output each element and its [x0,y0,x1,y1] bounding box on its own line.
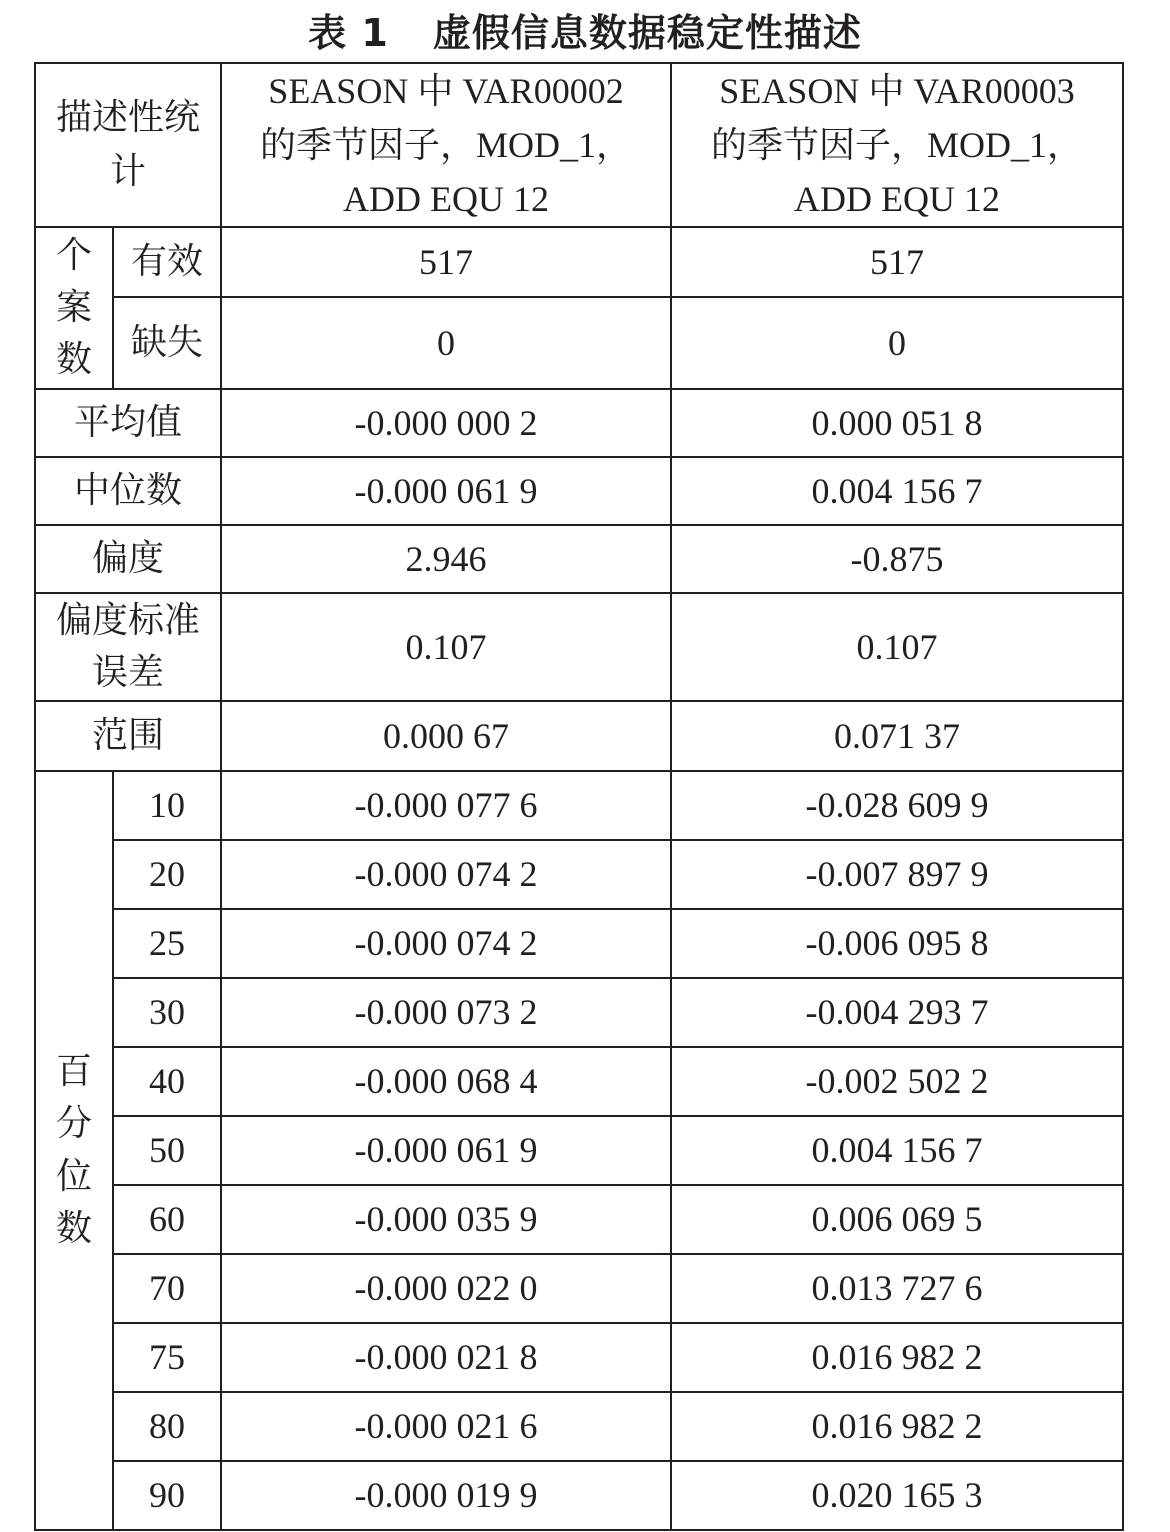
cell-value: 0.006 069 5 [671,1185,1123,1254]
row-label: 有效 [113,227,221,297]
cell-value: 0.107 [221,593,671,701]
table-row [35,525,1123,593]
cell-value: 0.004 156 7 [671,1116,1123,1185]
table-row [35,1116,1123,1185]
table-row [35,1047,1123,1116]
header-row [35,63,1123,227]
percentile-label: 60 [113,1185,221,1254]
table-row [35,1392,1123,1461]
cell-value: 0.000 051 8 [671,389,1123,457]
cell-value: -0.000 073 2 [221,978,671,1047]
cell-value: -0.000 061 9 [221,1116,671,1185]
table-row [35,457,1123,525]
cell-value: 0.016 982 2 [671,1323,1123,1392]
cell-value: 0.020 165 3 [671,1461,1123,1530]
cell-value: -0.000 021 6 [221,1392,671,1461]
cell-value: -0.028 609 9 [671,771,1123,840]
table-title: 虚假信息数据稳定性描述 [432,10,862,55]
row-label: 中位数 [35,457,221,525]
row-label: 偏度 [35,525,221,593]
row-label: 缺失 [113,297,221,389]
cell-value: -0.000 068 4 [221,1047,671,1116]
cell-value: 517 [221,227,671,297]
cell-value: -0.000 022 0 [221,1254,671,1323]
percentile-label: 80 [113,1392,221,1461]
stability-table [34,62,1124,1531]
percentile-label: 40 [113,1047,221,1116]
cases-group-label: 个 案 数 [35,227,113,389]
table-row [35,389,1123,457]
percentile-group-label: 百 分 位 数 [35,771,113,1530]
percentile-label: 20 [113,840,221,909]
table-row [35,297,1123,389]
cell-value: 0.107 [671,593,1123,701]
percentile-label: 25 [113,909,221,978]
table-row [35,227,1123,297]
table-row [35,593,1123,701]
percentile-label: 75 [113,1323,221,1392]
table-row [35,1254,1123,1323]
table-row [35,840,1123,909]
cell-value: -0.000 035 9 [221,1185,671,1254]
row-label: 平均值 [35,389,221,457]
percentile-label: 90 [113,1461,221,1530]
table-row [35,701,1123,771]
percentile-label: 50 [113,1116,221,1185]
header-col-var00003: SEASON 中 VAR00003 的季节因子，MOD_1， ADD EQU 12 [671,63,1123,227]
table-row [35,909,1123,978]
cell-value: -0.000 077 6 [221,771,671,840]
cell-value: 0.000 67 [221,701,671,771]
cell-value: -0.004 293 7 [671,978,1123,1047]
cell-value: 0.016 982 2 [671,1392,1123,1461]
table-row [35,771,1123,840]
header-col-var00002: SEASON 中 VAR00002 的季节因子，MOD_1， ADD EQU 12 [221,63,671,227]
cell-value: -0.000 074 2 [221,840,671,909]
row-label: 偏度标准误差 [35,593,221,701]
cell-value: -0.000 074 2 [221,909,671,978]
header-corner: 描述性统计 [35,63,221,227]
cell-value: 0 [221,297,671,389]
cell-value: -0.000 000 2 [221,389,671,457]
row-label: 范围 [35,701,221,771]
cell-value: -0.000 061 9 [221,457,671,525]
cell-value: 0.004 156 7 [671,457,1123,525]
percentile-label: 70 [113,1254,221,1323]
cell-value: 0.071 37 [671,701,1123,771]
table-number: 表 1 [308,10,389,55]
table-caption [0,0,1170,58]
cell-value: 517 [671,227,1123,297]
cell-value: 0.013 727 6 [671,1254,1123,1323]
table-row [35,1461,1123,1530]
cell-value: -0.000 019 9 [221,1461,671,1530]
table-row [35,1323,1123,1392]
cell-value: -0.000 021 8 [221,1323,671,1392]
cell-value: 2.946 [221,525,671,593]
cell-value: 0 [671,297,1123,389]
percentile-label: 10 [113,771,221,840]
cell-value: -0.002 502 2 [671,1047,1123,1116]
cell-value: -0.006 095 8 [671,909,1123,978]
cell-value: -0.875 [671,525,1123,593]
cell-value: -0.007 897 9 [671,840,1123,909]
percentile-label: 30 [113,978,221,1047]
table-row [35,978,1123,1047]
table-row [35,1185,1123,1254]
